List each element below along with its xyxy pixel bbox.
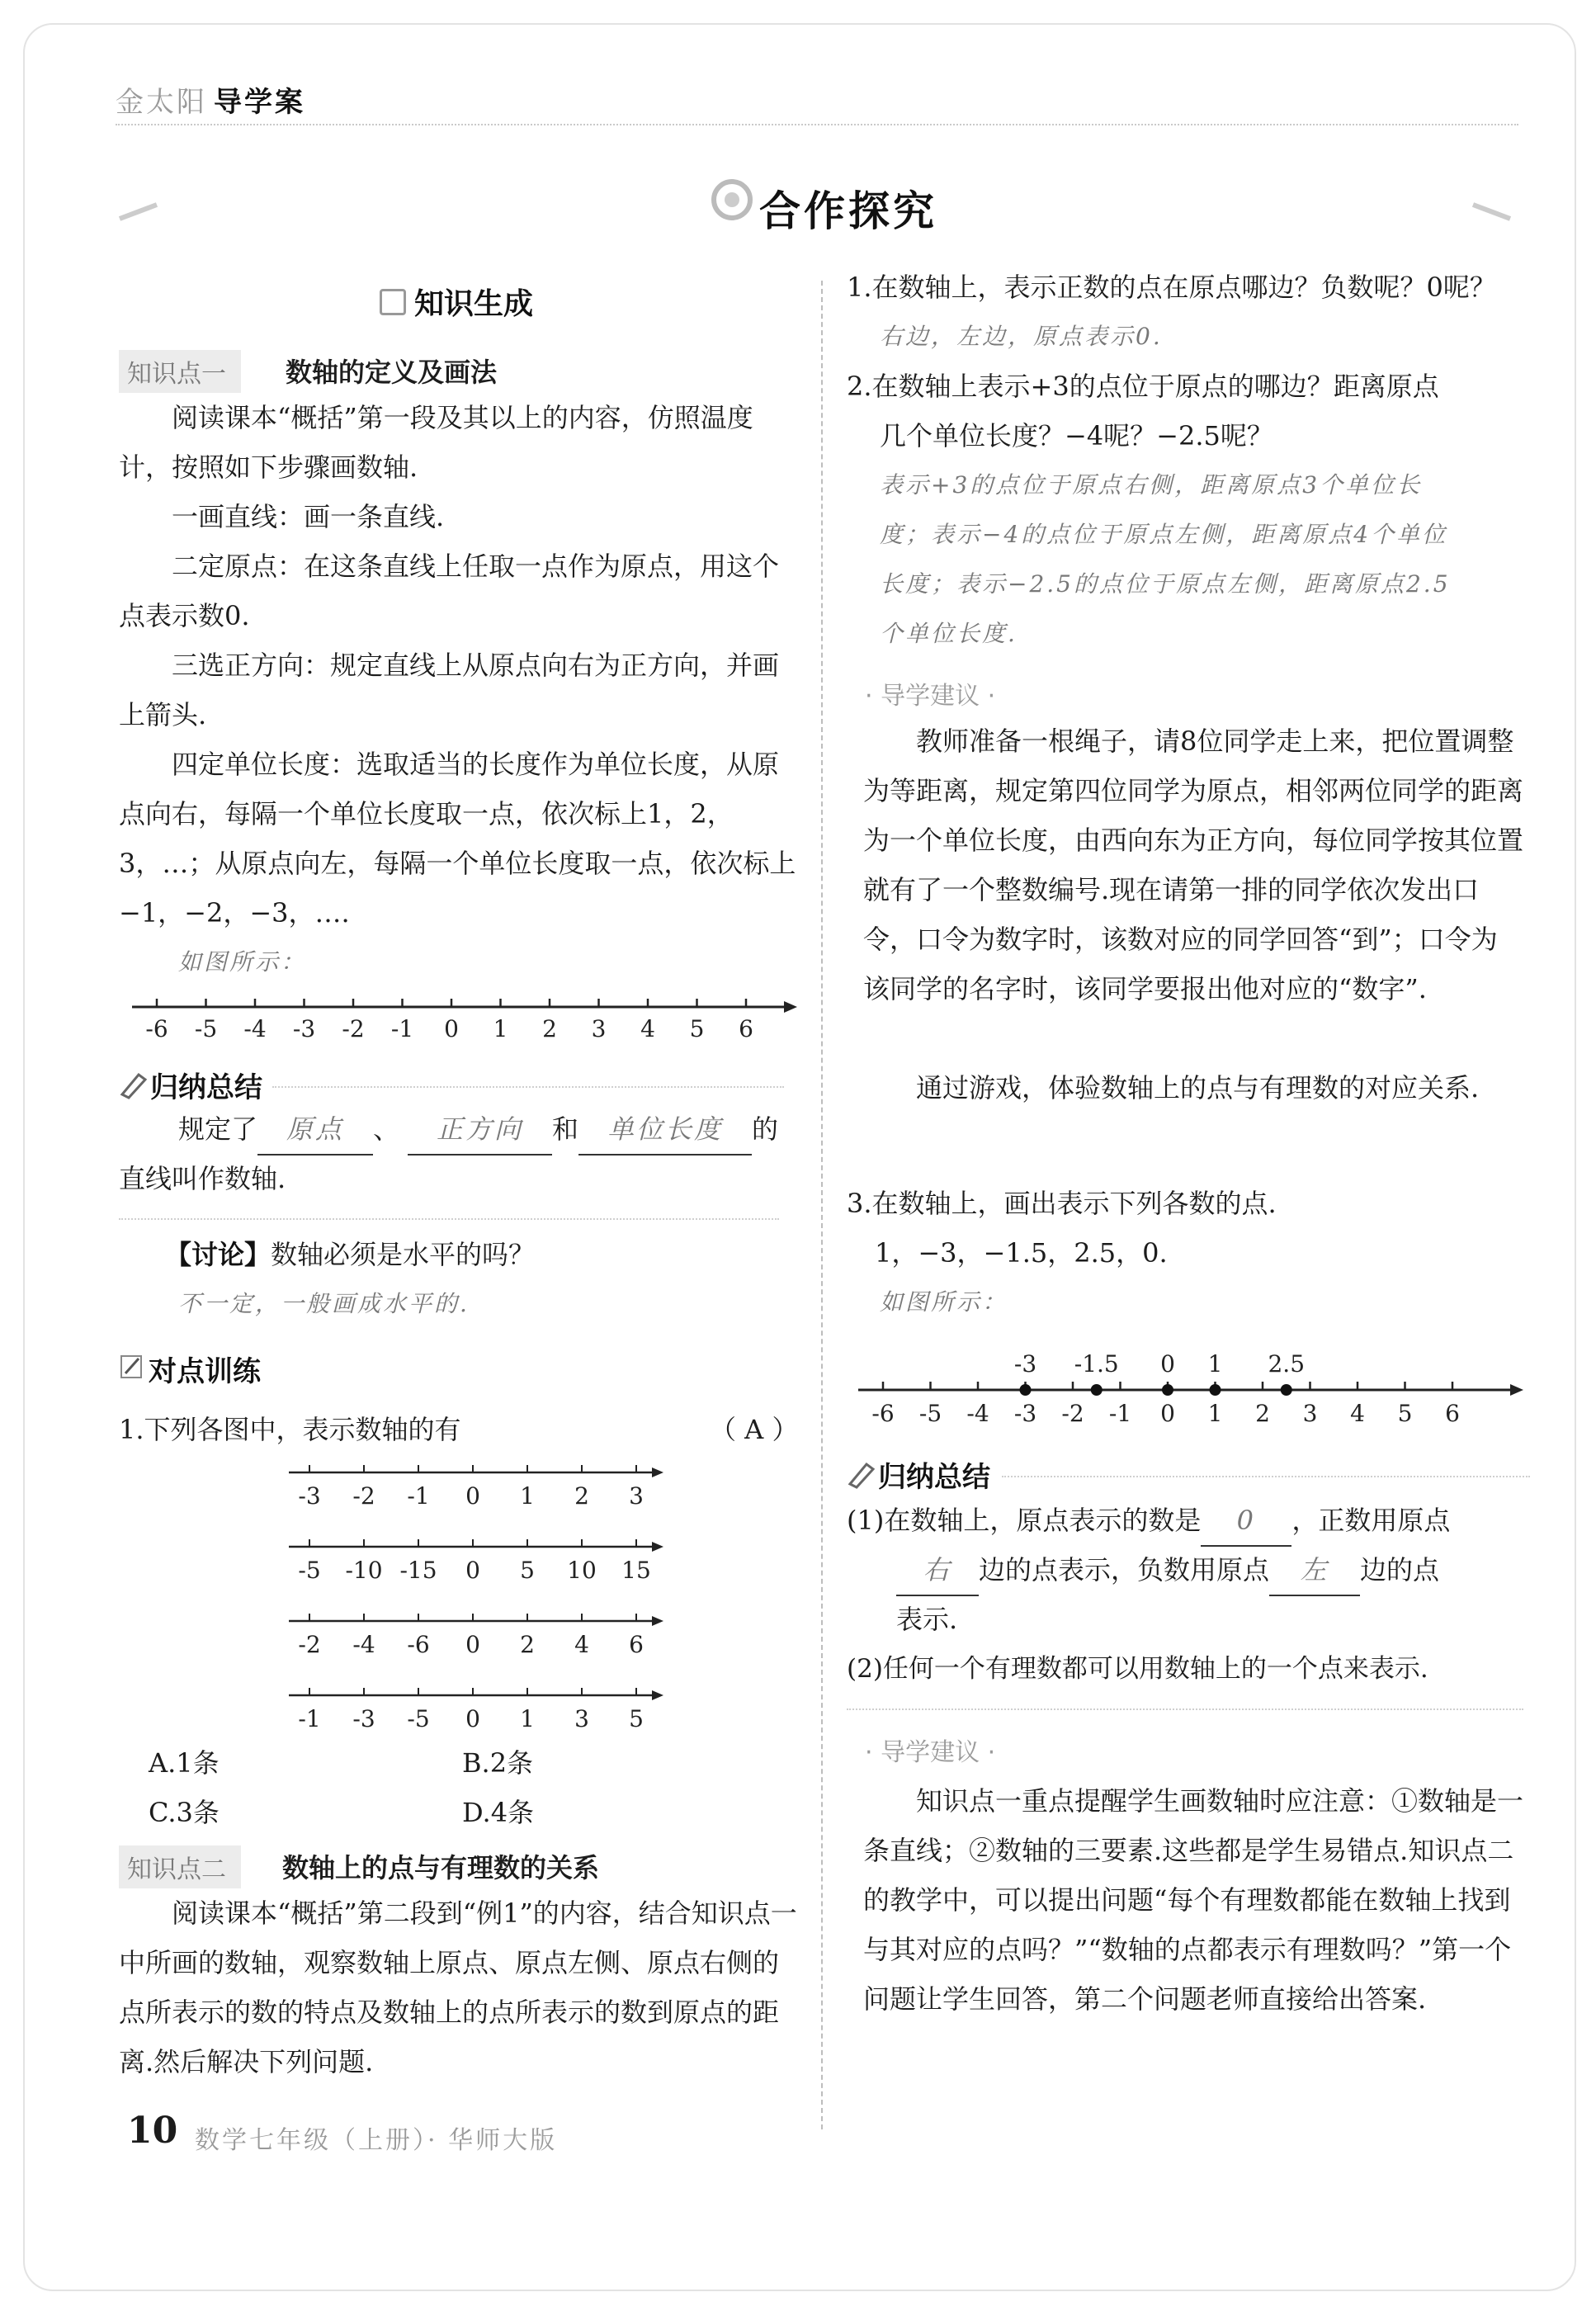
header-rule xyxy=(116,124,1518,125)
kp1-step4: 四定单位长度：选取适当的长度作为单位长度，从原点向右，每隔一个单位长度取一点，依次标上1，2，3，…；从原点向左，每隔一个单位长度取一点，依次标上−1，−2，−3，…. xyxy=(119,749,796,929)
train-tick-label: 0 xyxy=(465,1705,480,1732)
training-q1: 1.下列各图中，表示数轴的有 xyxy=(119,1414,461,1445)
option-c[interactable]: C.3条 xyxy=(149,1797,220,1828)
train-tick-label: 5 xyxy=(520,1557,535,1584)
guide1-title: · 导学建议 · xyxy=(865,682,996,711)
axis2-tick-label: -1 xyxy=(1108,1400,1132,1427)
train-tick-label: 3 xyxy=(629,1482,644,1510)
guide2-text: 知识点一重点提醒学生画数轴时应注意：①数轴是一条直线；②数轴的三要素.这些都是学生易错点.知识点二的教学中，可以提出问题“每个有理数都能在数轴上找到与其对应的点吗？”“数轴的点都表示有理数吗？”第一个问题让学生回答，第二个问题老师直接给出答案. xyxy=(863,1785,1524,2015)
plotted-point xyxy=(1091,1384,1103,1396)
axis1-tick-label: 1 xyxy=(493,1015,508,1042)
rsum-line1 xyxy=(847,1496,1540,1547)
train-tick-label: 0 xyxy=(465,1557,480,1584)
summary-dots xyxy=(272,1086,784,1088)
train-tick-label: -6 xyxy=(407,1631,430,1658)
axis2-tick-label: -6 xyxy=(871,1400,895,1427)
train-tick-label: 0 xyxy=(465,1631,480,1658)
kp1-step1: 一画直线：画一条直线. xyxy=(172,501,445,532)
train-tick-label: 2 xyxy=(574,1482,589,1510)
plotted-point-label: 2.5 xyxy=(1268,1350,1306,1378)
right-a2-line2: 度；表示−4的点位于原点左侧，距离原点4个单位 xyxy=(880,521,1448,548)
kp1-step3: 三选正方向：规定直线上从原点向右为正方向，并画上箭头. xyxy=(119,650,780,730)
summary-sentence xyxy=(178,1104,805,1156)
option-a[interactable]: A.1条 xyxy=(149,1747,220,1779)
axis2-tick-label: -2 xyxy=(1061,1400,1084,1427)
rsum-line3: 表示. xyxy=(896,1604,958,1635)
kp1-step2: 二定原点：在这条直线上任取一点作为原点，用这个点表示数0. xyxy=(119,551,780,631)
summary-post1: 的 xyxy=(752,1113,779,1145)
train-tick-label: 0 xyxy=(465,1482,480,1510)
discussion xyxy=(165,1230,535,1279)
kp1-intro: 阅读课本“概括”第一段及其以上的内容，仿照温度计，按照如下步骤画数轴. xyxy=(119,402,753,483)
axis1-tick-label: -1 xyxy=(390,1015,414,1042)
train-tick-label: -1 xyxy=(407,1482,430,1510)
column-divider xyxy=(821,281,823,2129)
rsum-blank-right: 右 xyxy=(896,1545,979,1596)
train-tick-label: -2 xyxy=(352,1482,375,1510)
training-q1-answer: （ A ） xyxy=(710,1414,799,1445)
train-tick-label: -5 xyxy=(298,1557,321,1584)
plotted-point-label: -1.5 xyxy=(1074,1350,1119,1378)
train-tick-label: -4 xyxy=(352,1631,375,1658)
number-line-1 xyxy=(124,987,800,1053)
training-pencil-icon xyxy=(119,1354,145,1380)
axis1-tick-label: -2 xyxy=(342,1015,365,1042)
rsum-end-dots xyxy=(847,1708,1523,1710)
plotted-point xyxy=(1162,1384,1173,1396)
plotted-point-label: -3 xyxy=(1013,1350,1037,1378)
plotted-point xyxy=(1210,1384,1221,1396)
rsum-line4: (2)任何一个有理数都可以用数轴上的一个点来表示. xyxy=(847,1654,1428,1684)
summary-pre: 规定了 xyxy=(178,1113,258,1145)
rsum-l1b: ，正数用原点 xyxy=(1291,1505,1451,1536)
right-q3: 3.在数轴上，画出表示下列各数的点. xyxy=(847,1188,1277,1219)
rsum-l2a: 边的点表示，负数用原点 xyxy=(979,1554,1270,1586)
axis2-tick-label: 4 xyxy=(1350,1400,1365,1427)
guide1-p1: 教师准备一根绳子，请8位同学走上来，把位置调整为等距离，规定第四位同学为原点，相邻两位同学的距离为一个单位长度，由西向东为正方向，每位同学按其位置就有了一个整数编号.现在请第一排的同学依次发出口令，口令为数字时，该数对应的同学回答“到”；口令为该同学的名字时，该同学要报出他对应的“数字”. xyxy=(863,725,1524,1004)
train-tick-label: -3 xyxy=(298,1482,321,1510)
summary-pencil-icon-right xyxy=(847,1459,876,1489)
train-tick-label: 5 xyxy=(629,1705,644,1732)
kp1-title: 数轴的定义及画法 xyxy=(286,357,498,388)
train-tick-label: 1 xyxy=(520,1705,535,1732)
axis1-tick-label: -6 xyxy=(145,1015,168,1042)
summary-dots-right xyxy=(1002,1476,1530,1477)
discussion-answer: 不一定，一般画成水平的. xyxy=(178,1290,470,1317)
train-tick-label: 4 xyxy=(574,1631,589,1658)
section-title-text: 知识生成 xyxy=(414,287,534,321)
blank-origin: 原点 xyxy=(257,1104,373,1156)
summary-post2: 直线叫作数轴. xyxy=(119,1163,286,1194)
axis2-tick-label: 5 xyxy=(1397,1400,1413,1427)
axis1-tick-label: -5 xyxy=(194,1015,218,1042)
axis1-tick-label: 5 xyxy=(689,1015,705,1042)
axis2-tick-label: 6 xyxy=(1445,1400,1460,1427)
right-a2-line4: 个单位长度. xyxy=(880,620,1018,647)
blank-unit: 单位长度 xyxy=(578,1104,752,1156)
kp2-text: 阅读课本“概括”第二段到“例1”的内容，结合知识点一中所画的数轴，观察数轴上原点、原点左侧、原点右侧的点所表示的数的特点及数轴上的点所表示的数到原点的距离.然后解决下列问题. xyxy=(119,1897,797,2077)
option-d[interactable]: D.4条 xyxy=(462,1797,535,1828)
axis1-tick-label: 4 xyxy=(640,1015,655,1042)
train-tick-label: 15 xyxy=(621,1557,651,1584)
rsum-l1a: (1)在数轴上，原点表示的数是 xyxy=(847,1505,1202,1536)
axis1-tick-label: -4 xyxy=(243,1015,267,1042)
discussion-question: 数轴必须是水平的吗？ xyxy=(271,1239,536,1270)
brand-sub: 导学案 xyxy=(214,86,305,119)
number-line-points xyxy=(850,1330,1527,1430)
axis2-tick-label: -4 xyxy=(966,1400,989,1427)
axis2-tick-label: 0 xyxy=(1160,1400,1175,1427)
rsum-line2 xyxy=(896,1545,1540,1596)
axis1-tick-label: 6 xyxy=(739,1015,753,1042)
kp1-note: 如图所示： xyxy=(178,948,307,976)
axis1-tick-label: 2 xyxy=(542,1015,557,1042)
right-q2-line1: 2.在数轴上表示+3的点位于原点的哪边？距离原点 xyxy=(847,371,1439,402)
train-line-arrow xyxy=(652,1542,663,1552)
train-tick-label: -1 xyxy=(298,1705,321,1732)
brand-name: 金太阳 xyxy=(116,86,207,119)
train-line-arrow xyxy=(652,1467,663,1477)
brand xyxy=(116,79,305,120)
summary-sep: 、 xyxy=(373,1113,400,1145)
book-info: 数学七年级（上册）· 华师大版 xyxy=(195,2126,558,2155)
right-a2-line1: 表示+3的点位于原点右侧，距离原点3个单位长 xyxy=(880,471,1423,499)
summary-and: 和 xyxy=(552,1113,579,1145)
swirl-icon xyxy=(711,175,753,224)
train-tick-label: 3 xyxy=(574,1705,589,1732)
rsum-blank-zero: 0 xyxy=(1201,1496,1291,1547)
train-tick-label: 10 xyxy=(567,1557,597,1584)
axis2-tick-label: 2 xyxy=(1255,1400,1270,1427)
train-tick-label: 6 xyxy=(629,1631,644,1658)
guide1-p2: 通过游戏，体验数轴上的点与有理数的对应关系. xyxy=(916,1072,1480,1104)
plotted-point xyxy=(1020,1384,1032,1396)
plotted-point-label: 0 xyxy=(1160,1350,1175,1378)
right-q2-line2: 几个单位长度？−4呢？−2.5呢？ xyxy=(880,420,1273,451)
train-tick-label: -2 xyxy=(298,1631,321,1658)
rsum-l2b: 边的点 xyxy=(1360,1554,1440,1586)
axis2-tick-label: 1 xyxy=(1207,1400,1223,1427)
discussion-label: 【讨论】 xyxy=(165,1239,272,1270)
kp1-tag: 知识点一 xyxy=(119,350,241,393)
train-tick-label: 2 xyxy=(520,1631,535,1658)
pencil-deco-left xyxy=(116,198,165,223)
page-number: 10 xyxy=(127,2110,178,2152)
axis1-tick-label: 3 xyxy=(591,1015,607,1042)
train-tick-label: 1 xyxy=(520,1482,535,1510)
right-a2-line3: 长度；表示−2.5的点位于原点左侧，距离原点2.5 xyxy=(880,570,1451,598)
guide2-title: · 导学建议 · xyxy=(865,1738,996,1767)
train-tick-label: -3 xyxy=(352,1705,375,1732)
section-title-knowledge xyxy=(380,281,533,323)
pencil-deco-right xyxy=(1469,198,1518,223)
train-line-arrow xyxy=(652,1616,663,1626)
rsum-blank-left: 左 xyxy=(1269,1545,1360,1596)
train-tick-label: -5 xyxy=(407,1705,430,1732)
right-q3-note: 如图所示： xyxy=(880,1288,1008,1316)
book-icon xyxy=(380,289,406,315)
train-tick-label: -10 xyxy=(345,1557,383,1584)
right-a1: 右边，左边，原点表示0. xyxy=(880,323,1163,350)
axis2-tick-label: -5 xyxy=(918,1400,942,1427)
page-title: 合作探究 xyxy=(759,187,937,235)
axis1-tick-label: 0 xyxy=(444,1015,459,1042)
training-number-lines xyxy=(272,1458,668,1755)
summary-pencil-icon xyxy=(119,1070,149,1099)
summary-end-dots xyxy=(119,1218,779,1220)
axis2-tick-label: -3 xyxy=(1013,1400,1037,1427)
axis1-tick-label: -3 xyxy=(292,1015,316,1042)
summary-title-left: 归纳总结 xyxy=(150,1071,262,1104)
option-b[interactable]: B.2条 xyxy=(462,1747,534,1779)
right-q1: 1.在数轴上，表示正数的点在原点哪边？负数呢？0呢？ xyxy=(847,272,1496,303)
axis2-tick-label: 3 xyxy=(1302,1400,1318,1427)
train-tick-label: -15 xyxy=(399,1557,437,1584)
training-title: 对点训练 xyxy=(149,1355,261,1388)
right-q3-nums: 1，−3，−1.5，2.5，0. xyxy=(875,1237,1168,1269)
summary-title-right: 归纳总结 xyxy=(878,1461,990,1494)
blank-direction: 正方向 xyxy=(408,1104,552,1156)
plotted-point-label: 1 xyxy=(1207,1350,1223,1378)
kp2-tag: 知识点二 xyxy=(119,1845,241,1888)
plotted-point xyxy=(1281,1384,1292,1396)
train-line-arrow xyxy=(652,1690,663,1700)
kp2-title: 数轴上的点与有理数的关系 xyxy=(282,1852,600,1883)
